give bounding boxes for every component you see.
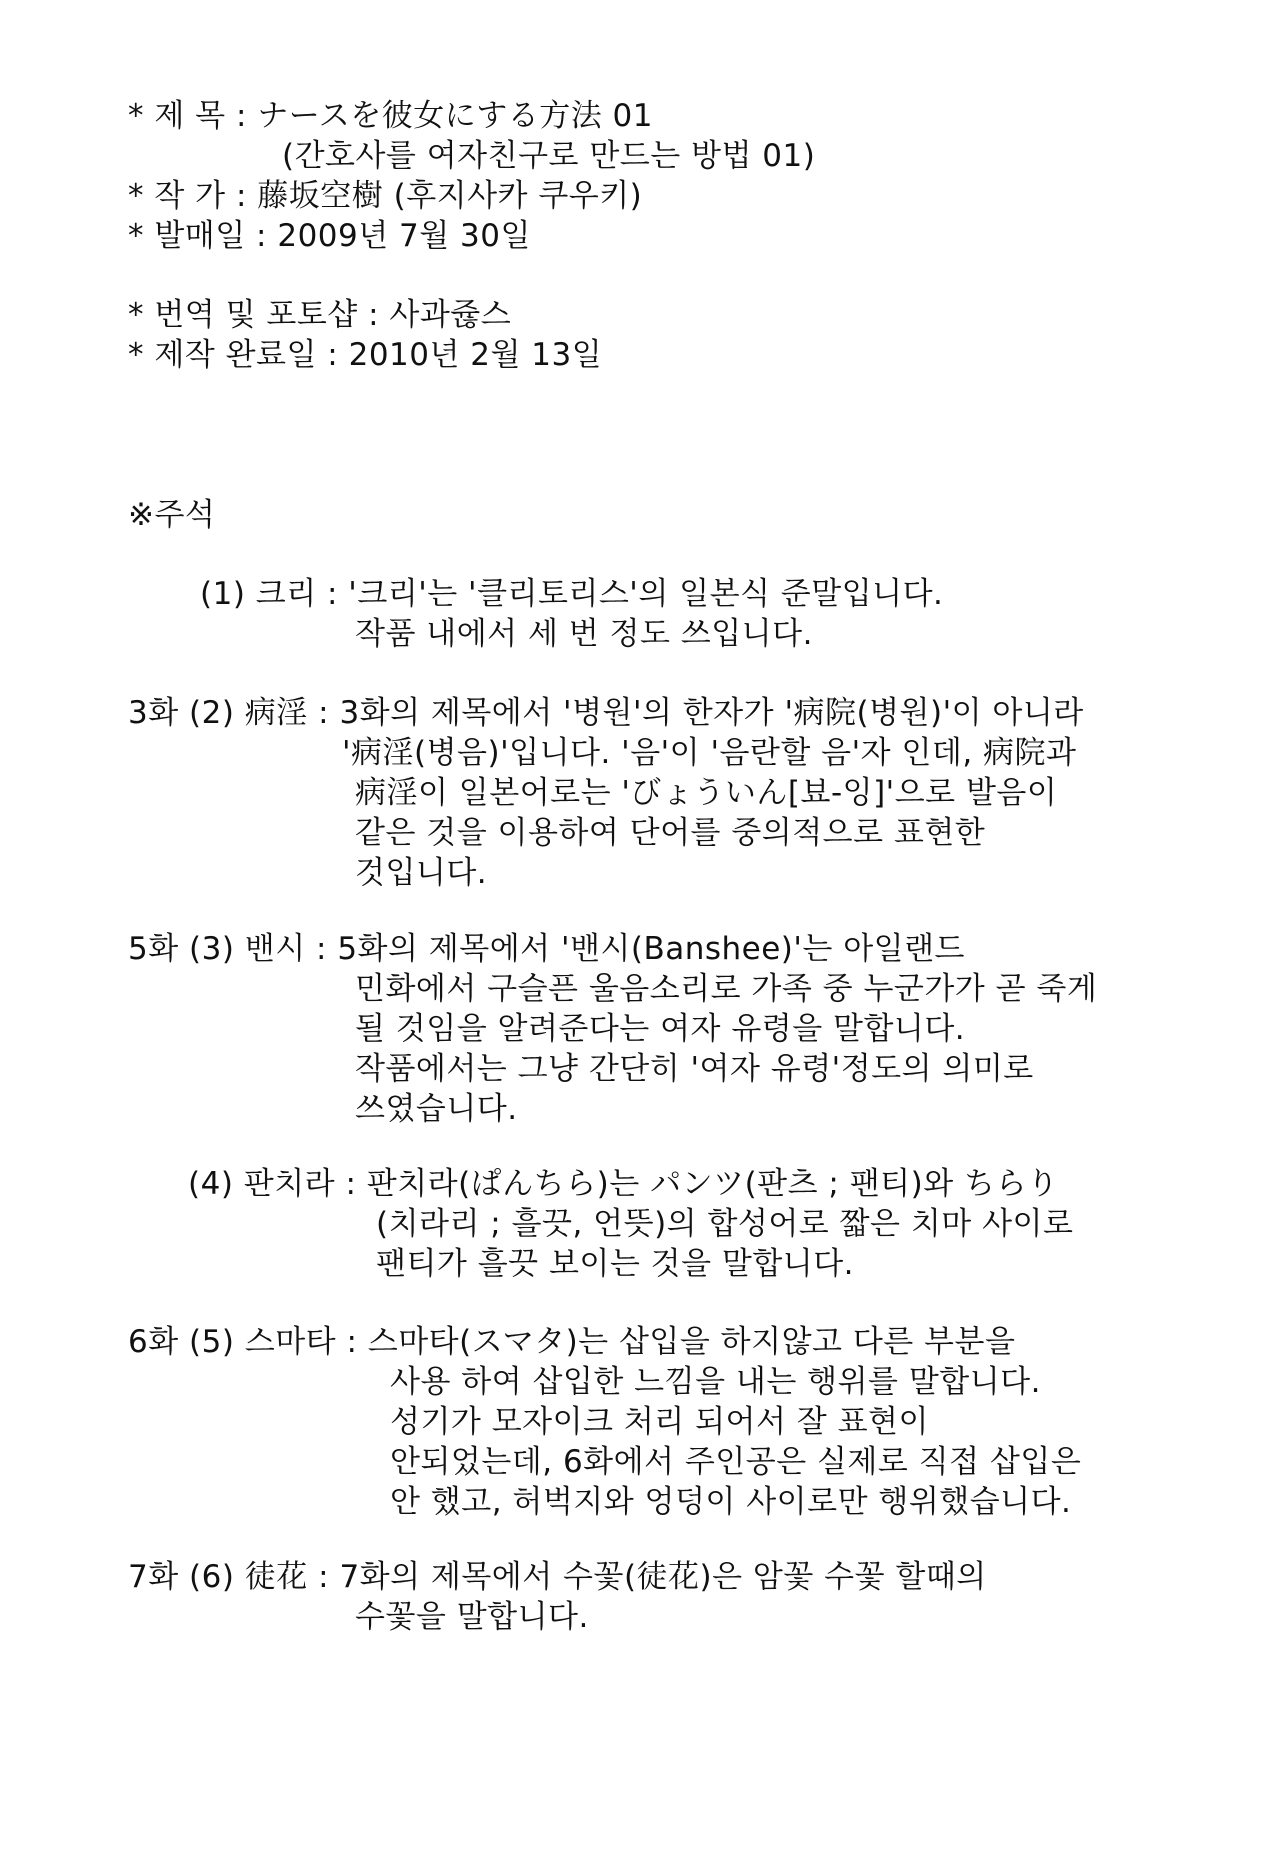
note-line: 작품에서는 그냥 간단히 '여자 유령'정도의 의미로	[355, 1051, 1034, 1087]
note-line: 같은 것을 이용하여 단어를 중의적으로 표현한	[355, 815, 986, 851]
note-line: 病淫이 일본어로는 'びょういん[뵤-잉]'으로 발음이	[355, 775, 1058, 811]
note-line: 팬티가 흘끗 보이는 것을 말합니다.	[376, 1246, 855, 1282]
note-line: 수꽃을 말합니다.	[355, 1599, 589, 1635]
author-line: * 작 가 : 藤坂空樹 (후지사카 쿠우키)	[128, 178, 643, 214]
release-date-line: * 발매일 : 2009년 7월 30일	[128, 218, 531, 254]
title-line: * 제 목 : ナースを彼女にする方法 01	[128, 98, 654, 134]
note-line: 5화 (3) 밴시 : 5화의 제목에서 '밴시(Banshee)'는 아일랜드	[128, 931, 966, 967]
note-line: 작품 내에서 세 번 정도 쓰입니다.	[355, 616, 813, 652]
note-line: 6화 (5) 스마타 : 스마타(スマタ)는 삽입을 하지않고 다른 부분을	[128, 1324, 1016, 1360]
note-line: 쓰였습니다.	[355, 1091, 518, 1127]
note-line: '病淫(병음)'입니다. '음'이 '음란할 음'자 인데, 病院과	[342, 735, 1077, 771]
note-line: 7화 (6) 徒花 : 7화의 제목에서 수꽃(徒花)은 암꽃 수꽃 할때의	[128, 1559, 987, 1595]
note-line: 성기가 모자이크 처리 되어서 잘 표현이	[390, 1404, 929, 1440]
notes-heading: ※주석	[128, 497, 216, 533]
note-line: (치라리 ; 흘끗, 언뜻)의 합성어로 짧은 치마 사이로	[376, 1206, 1074, 1242]
note-line: (4) 판치라 : 판치라(ぱんちら)는 パンツ(판츠 ; 팬티)와 ちらり	[188, 1166, 1059, 1202]
note-line: (1) 크리 : '크리'는 '클리토리스'의 일본식 준말입니다.	[200, 576, 944, 612]
note-line: 민화에서 구슬픈 울음소리로 가족 중 누군가가 곧 죽게	[355, 971, 1098, 1007]
note-line: 안 했고, 허벅지와 엉덩이 사이로만 행위했습니다.	[390, 1484, 1072, 1520]
completion-date-line: * 제작 완료일 : 2010년 2월 13일	[128, 337, 603, 373]
title-korean-line: (간호사를 여자친구로 만드는 방법 01)	[282, 138, 816, 174]
note-line: 사용 하여 삽입한 느낌을 내는 행위를 말합니다.	[390, 1364, 1041, 1400]
note-line: 3화 (2) 病淫 : 3화의 제목에서 '병원'의 한자가 '病院(병원)'이 아니라	[128, 695, 1084, 731]
note-line: 안되었는데, 6화에서 주인공은 실제로 직접 삽입은	[390, 1444, 1082, 1480]
note-line: 될 것임을 알려준다는 여자 유령을 말합니다.	[355, 1011, 966, 1047]
note-line: 것입니다.	[355, 855, 488, 891]
translator-line: * 번역 및 포토샵 : 사과쥲스	[128, 297, 512, 333]
